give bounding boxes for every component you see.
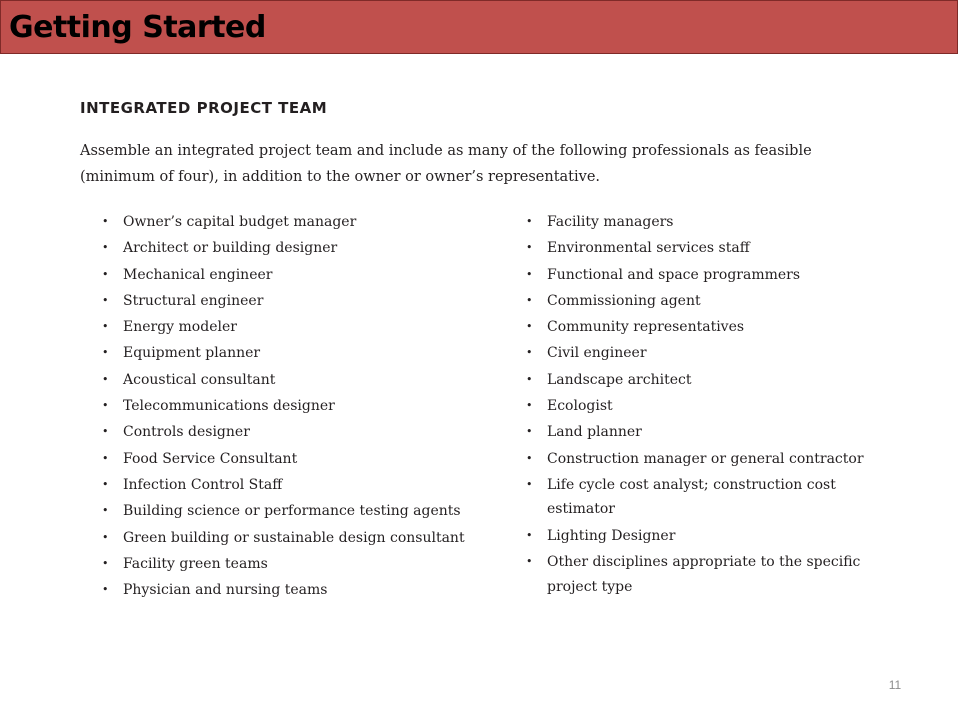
list-item-label: Owner’s capital budget manager <box>123 214 357 230</box>
list-item-label: Land planner <box>547 424 642 441</box>
page-number: 11 <box>888 678 902 692</box>
list-item <box>102 210 502 235</box>
list-item <box>102 394 502 419</box>
list-item <box>526 473 886 522</box>
list-item <box>102 368 502 393</box>
list-item <box>102 236 502 261</box>
content-area <box>80 96 900 599</box>
bullet-icon: • <box>526 451 533 465</box>
list-item <box>526 210 886 235</box>
bullet-icon: • <box>526 477 533 491</box>
list-item-label: Other disciplines appropriate to the specific project type <box>547 554 861 595</box>
list-item-label: Ecologist <box>547 398 613 415</box>
list-item-label: Life cycle cost analyst; construction cost estimator <box>547 476 836 518</box>
list-item <box>102 447 502 472</box>
intro-paragraph: Assemble an integrated project team and include as many of the following professionals as feasible (minimum of four), in addition to the owner or owner’s representative. <box>80 143 812 185</box>
bullet-icon: • <box>102 241 109 255</box>
list-item-label: Acoustical consultant <box>123 371 276 388</box>
list-item <box>102 552 502 577</box>
list-item <box>526 550 886 599</box>
bullet-icon: • <box>102 477 109 491</box>
list-item <box>526 289 886 314</box>
list-item-label: Functional and space programmers <box>547 266 801 283</box>
bullet-icon: • <box>102 399 109 413</box>
list-item <box>526 368 886 393</box>
list-item-label: Controls designer <box>123 424 250 441</box>
bullet-icon: • <box>526 267 533 281</box>
bullet-icon: • <box>102 267 109 281</box>
list-item-label: Physician and nursing teams <box>123 582 328 599</box>
bullet-icon: • <box>102 504 109 518</box>
bullet-icon: • <box>526 555 533 569</box>
list-item <box>102 420 502 445</box>
list-item <box>526 394 886 419</box>
right-team-list <box>526 210 886 601</box>
list-item <box>526 341 886 366</box>
list-item-label: Commissioning agent <box>547 292 701 309</box>
list-item <box>526 447 886 472</box>
list-item-label: Building science or performance testing agents <box>123 503 461 520</box>
bullet-icon: • <box>526 215 533 228</box>
list-item <box>102 578 502 603</box>
section-heading: INTEGRATED PROJECT TEAM <box>80 99 328 117</box>
list-item <box>102 289 502 314</box>
bullet-icon: • <box>102 583 109 597</box>
list-item-label: Landscape architect <box>547 371 692 388</box>
list-item-label: Equipment planner <box>123 345 261 362</box>
list-item-label: Architect or building designer <box>123 240 338 257</box>
list-item-label: Energy modeler <box>123 319 237 336</box>
list-item <box>102 341 502 366</box>
bullet-icon: • <box>102 320 109 334</box>
bullet-icon: • <box>102 346 109 360</box>
list-item <box>526 263 886 288</box>
bullet-icon: • <box>526 528 533 542</box>
list-item <box>526 524 886 549</box>
list-item-label: Structural engineer <box>123 292 264 309</box>
list-item-label: Lighting Designer <box>547 527 676 544</box>
list-item-label: Facility managers <box>547 214 674 230</box>
bullet-icon: • <box>102 451 109 465</box>
list-item-label: Telecommunications designer <box>123 398 335 415</box>
list-item <box>102 263 502 288</box>
list-item <box>102 526 502 551</box>
list-item-label: Environmental services staff <box>547 240 750 257</box>
list-item <box>526 315 886 340</box>
bullet-icon: • <box>102 215 109 228</box>
list-item-label: Facility green teams <box>123 555 268 572</box>
list-item-label: Green building or sustainable design consultant <box>123 529 465 546</box>
bullet-icon: • <box>526 241 533 255</box>
left-team-list <box>102 210 502 604</box>
title-bar <box>0 0 958 54</box>
bullet-icon: • <box>526 399 533 413</box>
list-item <box>102 315 502 340</box>
bullet-icon: • <box>102 293 109 307</box>
list-item-label: Infection Control Staff <box>123 476 283 493</box>
list-item <box>526 420 886 445</box>
bullet-icon: • <box>526 346 533 360</box>
slide-title: Getting Started <box>9 10 266 45</box>
bullet-icon: • <box>526 293 533 307</box>
list-item <box>526 236 886 261</box>
bullet-icon: • <box>526 425 533 439</box>
list-item-label: Food Service Consultant <box>123 450 298 467</box>
bullet-icon: • <box>526 372 533 386</box>
list-item-label: Mechanical engineer <box>123 266 273 283</box>
list-item-label: Civil engineer <box>547 345 647 362</box>
bullet-icon: • <box>102 530 109 544</box>
list-item-label: Construction manager or general contractor <box>547 450 864 467</box>
list-item <box>102 473 502 498</box>
bullet-icon: • <box>102 425 109 439</box>
list-item-label: Community representatives <box>547 319 745 336</box>
bullet-icon: • <box>526 320 533 334</box>
bullet-icon: • <box>102 556 109 570</box>
bullet-icon: • <box>102 372 109 386</box>
list-item <box>102 499 502 524</box>
